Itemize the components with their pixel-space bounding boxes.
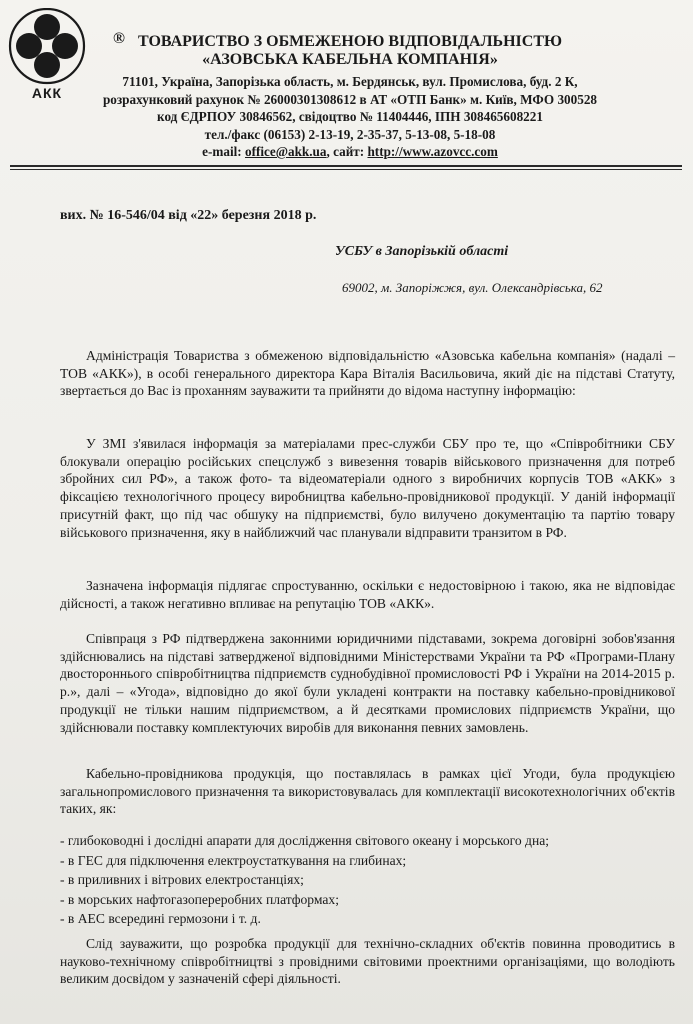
paragraph-products: Кабельно-провідникова продукція, що поставлялась в рамках цієї Угоди, була продукцією загальнопромислового призначення та використовувалась для комплектації високотехнологічних об'єктів таких, як: bbox=[60, 766, 675, 817]
list-item: - глибоководні і дослідні апарати для дослідження світового океану і морського дна; bbox=[60, 833, 550, 848]
company-name-line1: ТОВАРИСТВО З ОБМЕЖЕНОЮ ВІДПОВІДАЛЬНІСТЮ bbox=[138, 33, 562, 50]
list-item: - в морських нафтогазопереробних платформах; bbox=[60, 891, 340, 907]
paragraph-development: Слід зауважити, що розробка продукції для технічно-складних об'єктів повинна проводитись в науково-технічному співробітництві з провідними світовими проектними організаціями, що володіють великим досвідом у зазначеній сфері діяльності. bbox=[60, 936, 675, 987]
company-logo bbox=[6, 8, 88, 100]
paragraph-intro: Адміністрація Товариства з обмеженою відповідальністю «Азовська кабельна компанія» (надалі – ТОВ «АКК»), в особі генерального директора Кара Віталія Васильовича, який діє на підставі Статуту, звертається до Вас із проханням зауважити та прийняти до відома наступну інформацію: bbox=[60, 348, 675, 399]
registered-mark: ® bbox=[113, 30, 125, 47]
site-link[interactable]: http://www.azovcc.com bbox=[367, 144, 498, 159]
outgoing-number: вих. № 16-546/04 від «22» березня 2018 р. bbox=[60, 208, 317, 223]
list-item: - в ГЕС для підключення електроустаткування на глибинах; bbox=[60, 852, 407, 868]
company-contacts bbox=[90, 144, 610, 160]
list-item: - в приливних і вітрових електростанціях; bbox=[60, 872, 304, 887]
paragraph-media: У ЗМІ з'явилася інформація за матеріалами прес-служби СБУ про те, що «Співробітники СБУ блокували операцію російських спецслужб з вивезення товарів військового призначення для потреб збройних сил РФ», а також фото- та відеоматеріали одного з виробничих корпусів ТОВ «АКК» з фіксацією технологічного процесу виробництва кабельно-провідникової продукції. У даній інформації присутній факт, що під час обшуку на підприємстві, було вилучено документацію та партію товару військового призначення, яку в найближчий час планували відправити транзитом в РФ. bbox=[60, 436, 675, 540]
company-phones: тел./факс (06153) 2-13-19, 2-35-37, 5-13-08, 5-18-08 bbox=[204, 127, 496, 142]
logo-text: АКК bbox=[31, 85, 63, 100]
header-rule bbox=[10, 165, 682, 167]
addressee-address: 69002, м. Запоріжжя, вул. Олександрівська, 62 bbox=[342, 280, 603, 295]
addressee: УСБУ в Запорізькій області bbox=[335, 244, 509, 259]
list-item: - в АЕС всередині гермозони і т. д. bbox=[60, 911, 261, 926]
company-bank: розрахунковий рахунок № 26000301308612 в АТ «ОТП Банк» м. Київ, МФО 300528 bbox=[102, 92, 598, 107]
company-address: 71101, Україна, Запорізька область, м. Бердянськ, вул. Промислова, буд. 2 К, bbox=[122, 74, 578, 89]
paragraph-cooperation: Співпраця з РФ підтверджена законними юридичними підставами, зокрема договірні зобов'язання здійснювались на підставі затвердженої відповідними Міністерствами України та РФ «Програми-Плану двостороннього співробітництва підприємств суднобудівної промисловості РФ і України на 2014-2015 р. р.», далі – «Угода», відповідно до якої були укладені контракти на поставку кабельно-провідникової продукції не тільки нашим підприємством, а й десятками промислових підприємств України, що здійснювали поставку комплектуючих виробів для виконання певних замовлень. bbox=[60, 631, 675, 735]
site-label: , сайт: bbox=[326, 144, 368, 159]
email-link[interactable]: office@akk.ua bbox=[244, 144, 327, 159]
company-codes: код ЄДРПОУ 30846562, свідоцтво № 11404446, ІПН 308465608221 bbox=[157, 109, 543, 124]
company-name-line2: «АЗОВСЬКА КАБЕЛЬНА КОМПАНІЯ» bbox=[202, 51, 498, 68]
email-label: e-mail: bbox=[202, 144, 245, 159]
header-rule-thin bbox=[10, 169, 682, 170]
application-list bbox=[60, 831, 549, 929]
paragraph-refutation: Зазначена інформація підлягає спростуванню, оскільки є недостовірною і такою, яка не відповідає дійсності, а також негативно впливає на репутацію ТОВ «АКК». bbox=[60, 578, 675, 611]
